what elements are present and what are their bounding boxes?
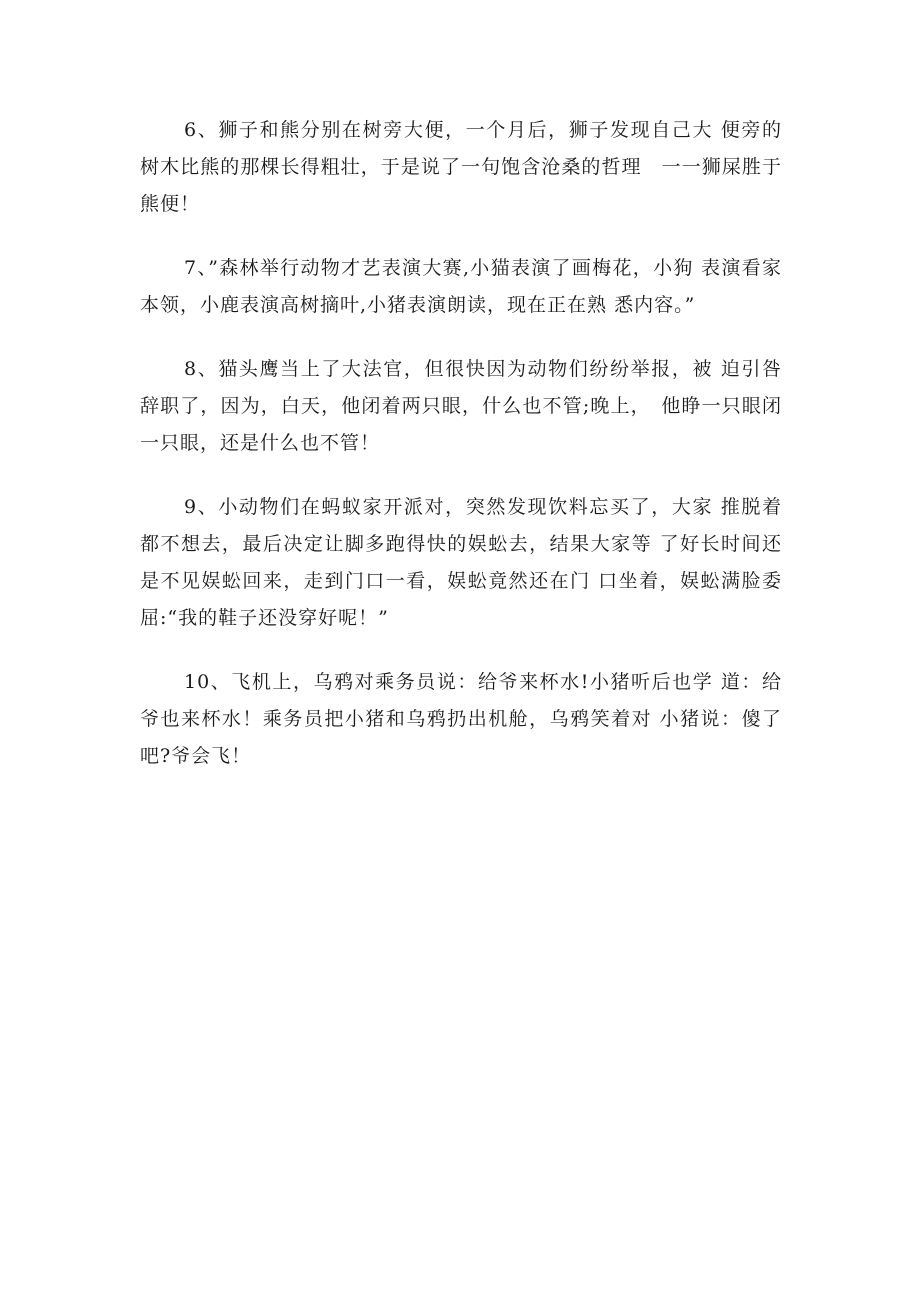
joke-paragraph-6: 6、狮子和熊分别在树旁大便，一个月后，狮子发现自己大 便旁的树木比熊的那棵长得粗壮，于是说了一句饱含沧桑的哲理 一一狮屎胜于熊便！ (140, 119, 782, 215)
joke-paragraph-10: 10、飞机上，乌鸦对乘务员说：给爷来杯水!小猪听后也学 道：给爷也来杯水！乘务员把小猪和乌鸦扔出机舱，乌鸦笑着对 小猪说：傻了吧?爷会飞！ (140, 671, 782, 767)
joke-paragraph-7: 7、”森林举行动物才艺表演大赛,小猫表演了画梅花，小狗 表演看家本领，小鹿表演高树摘叶,小猪表演朗读，现在正在熟 悉内容。” (140, 257, 782, 316)
joke-paragraph-8: 8、猫头鹰当上了大法官，但很快因为动物们纷纷举报，被 迫引咎辞职了，因为，白天，他闭着两只眼，什么也不管;晚上， 他睁一只眼闭一只眼，还是什么也不管！ (140, 358, 782, 454)
joke-paragraph-9: 9、小动物们在蚂蚁家开派对，突然发现饮料忘买了，大家 推脱着都不想去，最后决定让脚多跑得快的娱蚣去，结果大家等 了好长时间还是不见娱蚣回来，走到门口一看，娱蚣竟然还在门 口坐着，娱蚣满脸委屈:“我的鞋子还没穿好呢！” (140, 496, 782, 629)
document-body (140, 112, 782, 802)
